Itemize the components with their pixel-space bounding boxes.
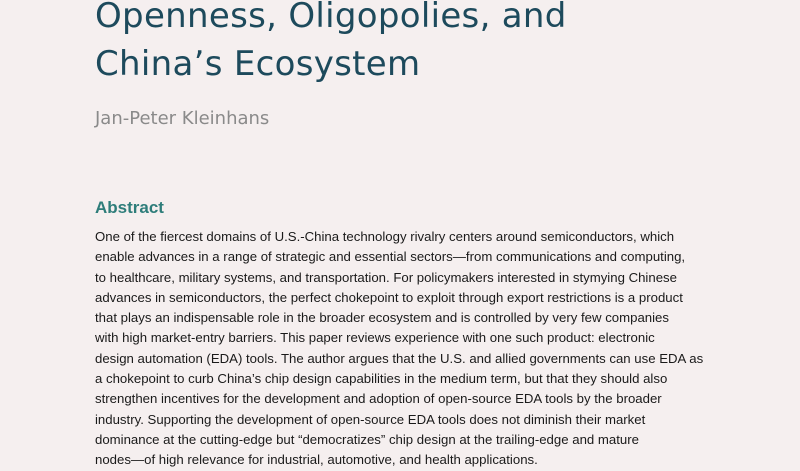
document-title (95, 0, 567, 88)
title-line-1: Openness, Oligopolies, and (95, 0, 567, 36)
abstract-line: design automation (EDA) tools. The author argues that the U.S. and allied governments can use EDA as (95, 350, 704, 366)
abstract-line: to healthcare, military systems, and transportation. For policymakers interested in stymying Chinese (95, 269, 677, 285)
abstract-line: dominance at the cutting-edge but “democratizes” chip design at the trailing-edge and mature (95, 431, 639, 447)
title-line-2: China’s Ecosystem (95, 44, 421, 84)
abstract-line: nodes—of high relevance for industrial, automotive, and health applications. (95, 452, 538, 468)
abstract-line: strengthen incentives for the development and adoption of open-source EDA tools by the broader (95, 391, 662, 407)
abstract-line: a chokepoint to curb China’s chip design capabilities in the medium term, but that they should also (95, 371, 668, 387)
abstract-line: enable advances in a range of strategic and essential sectors—from communications and computing, (95, 249, 686, 265)
abstract-line: with high market-entry barriers. This paper reviews experience with one such product: electronic (95, 330, 655, 346)
abstract-body (95, 227, 715, 471)
author-name: Jan-Peter Kleinhans (95, 108, 270, 129)
abstract-line: One of the fiercest domains of U.S.-China technology rivalry centers around semiconductors, which (95, 229, 675, 244)
abstract-line: that plays an indispensable role in the broader ecosystem and is controlled by very few companies (95, 310, 669, 326)
abstract-line: advances in semiconductors, the perfect chokepoint to exploit through export restrictions is a product (95, 289, 683, 305)
abstract-heading: Abstract (95, 198, 164, 217)
abstract-line: industry. Supporting the development of open-source EDA tools does not diminish their market (95, 411, 646, 427)
